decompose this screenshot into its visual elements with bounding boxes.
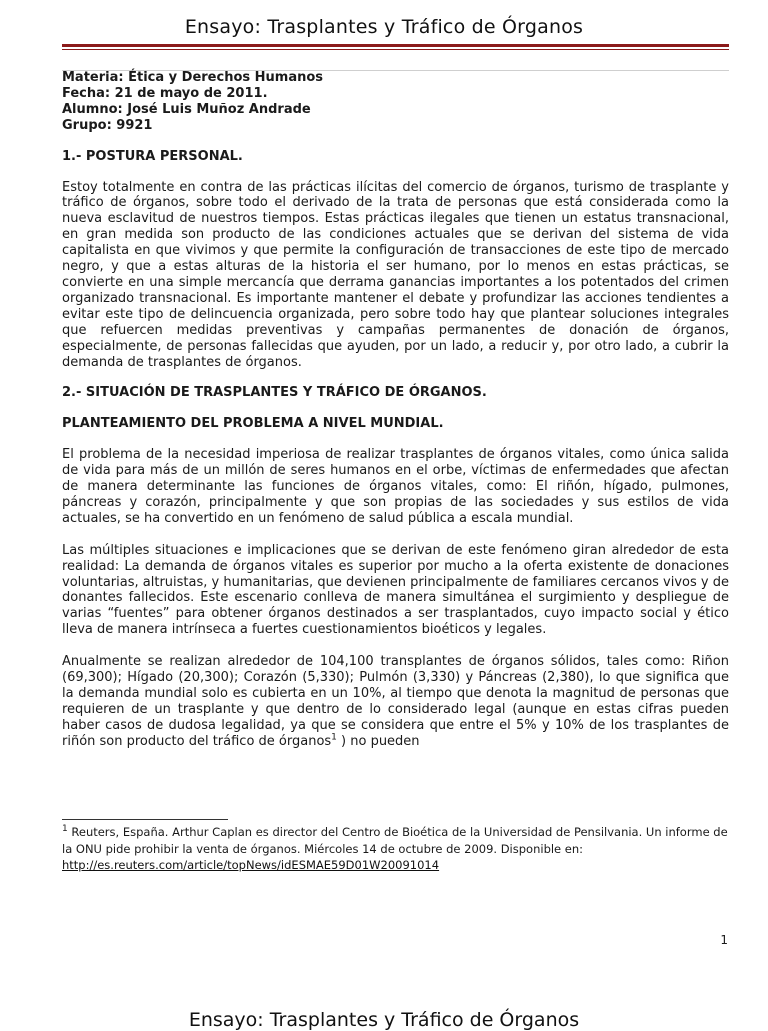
group-line: Grupo: 9921: [62, 117, 153, 133]
student-line: Alumno: José Luis Muñoz Andrade: [62, 101, 311, 117]
section-heading: 2.- SITUACIÓN DE TRASPLANTES Y TRÁFICO DE ÓRGANOS.: [62, 385, 487, 401]
next-page-header-title: Ensayo: Trasplantes y Tráfico de Órganos: [188, 1009, 580, 1031]
paragraph: [62, 654, 729, 749]
paragraph-text: Anualmente se realizan alrededor de 104,100 transplantes de órganos sólidos, tales como: Riñon (69,300); Hígado (20,300); Corazón (5,330); Pulmón (3,330) y Páncreas (2,380), lo que significa que la demanda mundial solo es cubierta en un 10%, al tiempo que denota la magnitud de personas que requieren de un trasplante y que dentro de lo considerado legal (aunque en estas cifras pueden haber casos de dudosa legalidad, ya que se considera que entre el 5% y 10% de los trasplantes de riñón son producto del tráfico de órganos: [62, 654, 729, 749]
subsection-heading: PLANTEAMIENTO DEL PROBLEMA A NIVEL MUNDIAL.: [62, 416, 444, 432]
page-number: 1: [720, 933, 728, 947]
footnote-separator: [62, 819, 228, 820]
document-body: [62, 70, 729, 750]
footnote-link[interactable]: http://es.reuters.com/article/topNews/idESMAE59D01W20091014: [62, 858, 440, 872]
footnote: [62, 824, 729, 874]
page-header-title: Ensayo: Trasplantes y Tráfico de Órganos: [184, 16, 584, 38]
header-divider: [62, 44, 729, 47]
paragraph: El problema de la necesidad imperiosa de realizar trasplantes de órganos vitales, como única salida de vida para más de un millón de seres humanos en el orbe, víctimas de enfermedades que afectan de manera determinante las funciones de órganos vitales, como: El riñón, hígado, pulmones, páncreas y corazón, principalmente y que son propias de las sociedades y sus estilos de vida actuales, se ha convertido en un fenómeno de salud pública a escala mundial.: [62, 447, 729, 526]
paragraph-text-tail: ) no pueden: [336, 733, 420, 749]
footnote-marker: 1: [62, 824, 68, 835]
date-line: Fecha: 21 de mayo de 2011.: [62, 85, 268, 101]
subject-line: Materia: Ética y Derechos Humanos: [62, 70, 324, 85]
document-metadata: [62, 70, 729, 134]
footnote-reference[interactable]: 1: [331, 732, 337, 743]
section-heading: 1.- POSTURA PERSONAL.: [62, 148, 243, 164]
paragraph: Las múltiples situaciones e implicaciones que se derivan de este fenómeno giran alrededor de esta realidad: La demanda de órganos vitales es superior por mucho a la oferta existente de donaciones voluntarias, altruistas, y humanitarias, que devienen principalmente de familiares cercanos vivos y de donantes fallecidos. Este escenario conlleva de manera simultánea el surgimiento y despliegue de varias “fuentes” para obtener órganos destinados a ser trasplantados, cuyo impacto social y ético lleva de manera intrínseca a fuertes cuestionamientos bioéticos y legales.: [62, 542, 729, 638]
footnote-text: Reuters, España. Arthur Caplan es director del Centro de Bioética de la Universidad de Pensilvania. Un informe de la ONU pide prohibir la venta de órganos. Miércoles 14 de octubre de 2009. Disponible en:: [62, 825, 728, 856]
header-divider-thin: [62, 49, 729, 50]
paragraph: Estoy totalmente en contra de las prácticas ilícitas del comercio de órganos, turismo de trasplante y tráfico de órganos, sobre todo el derivado de la trata de personas que está considerada como la nueva esclavitud de nuestros tiempos. Estas prácticas ilegales que tienen un estatus transnacional, en gran medida son producto de las condiciones actuales que se derivan del sistema de vida capitalista en que vivimos y que permite la configuración de transacciones de este tipo de mercado negro, y que a estas alturas de la historia el ser humano, por lo menos en estas prácticas, se convierte en una simple mercancía que derrama ganancias importantes a los potentados del crimen organizado transnacional. Es importante mantener el debate y profundizar las acciones tendientes a evitar este tipo de delincuencia organizada, pero sobre todo hay que plantear soluciones integrales que refuercen medidas preventivas y campañas permanentes de donación de órganos, especialmente, de personas fallecidas que ayuden, por un lado, a reducir y, por otro lado, a cubrir la demanda de trasplantes de órganos.: [62, 179, 729, 370]
